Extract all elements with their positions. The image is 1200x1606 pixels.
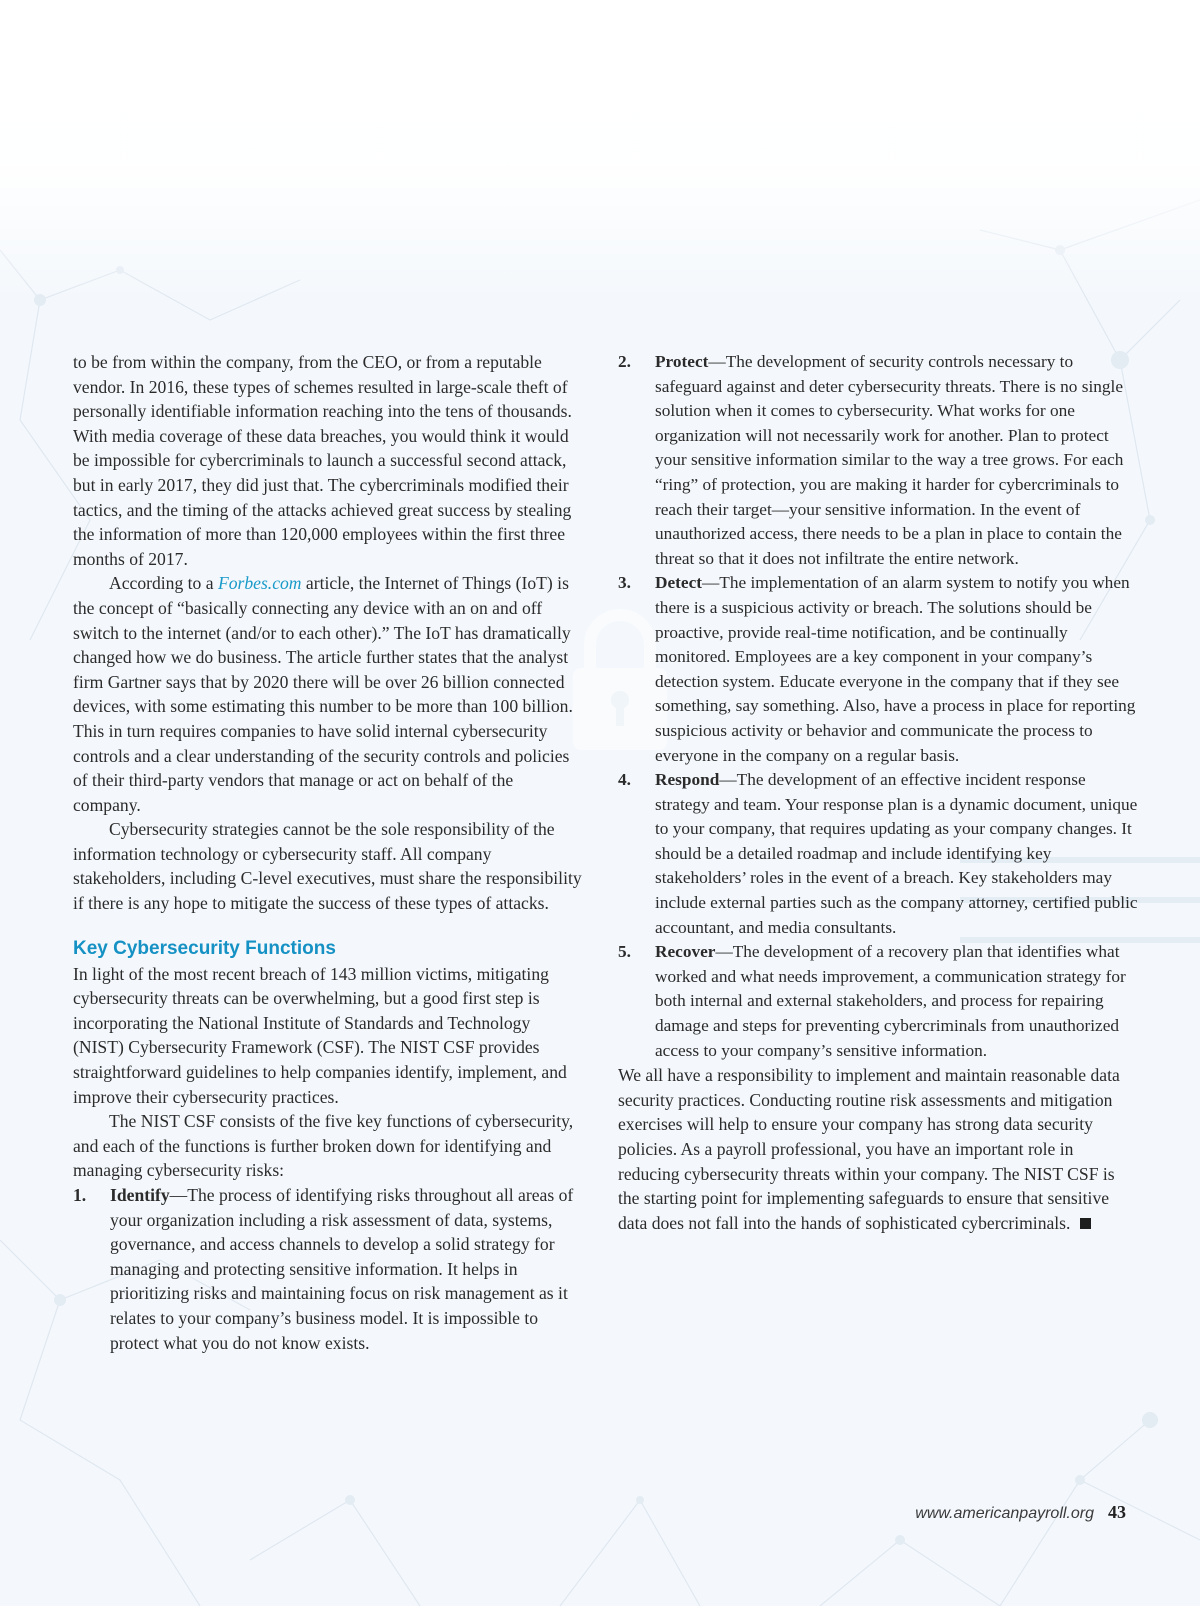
function-description: —The process of identifying risks throughout all areas of your organization including a risk assessment of data, systems, governance, and access channels to develop a solid strategy for managing and protecting sensitive information. It helps in prioritizing risks and maintaining focus on risk management as it relates to your company’s business model. It is impossible to protect what you do not know exists. [110,1185,574,1353]
function-description: —The development of security controls necessary to safeguard against and deter cybersecurity threats. There is no single solution when it comes to cybersecurity. What works for one organization will not necessarily work for another. Plan to protect your sensitive information similar to the way a tree grows. For each “ring” of protection, you are making it harder for cybercriminals to reach their target—your sensitive information. In the event of unauthorized access, there needs to be a plan in place to contain the threat so that it does not infiltrate the entire network. [655,352,1124,568]
intro-paragraph: to be from within the company, from the CEO, or from a reputable vendor. In 2016, these types of schemes resulted in large-scale theft of personally identifiable information reaching into the tens of thousands. With media coverage of these data breaches, you would think it would be impossible for cybercriminals to launch a successful second attack, but in early 2017, they did just that. The cybercriminals modified their tactics, and the timing of the attacks achieved great success by stealing the information of more than 120,000 employees within the first three months of 2017. [73,352,572,569]
function-description: —The development of an effective incident response strategy and team. Your response plan is a dynamic document, unique to your company, that requires updating as your company changes. It should be a detailed roadmap and include identifying key stakeholders’ roles in the event of a breach. Key stakeholders may include external parties such as the company attorney, certified public accountant, and media consultants. [655,770,1138,937]
page-number: 43 [1108,1502,1126,1522]
function-number: 4. [618,770,631,790]
iot-text-before-link: According to a [109,573,218,594]
function-number: 3. [618,573,631,593]
strategy-paragraph: Cybersecurity strategies cannot be the sole responsibility of the information technology or cybersecurity staff. All company stakeholders, including C-level executives, must share the responsibility if there is any hope to mitigate the success of these types of attacks. [73,819,582,914]
function-term: Identify [110,1185,170,1205]
background-fade [0,0,1200,300]
function-number: 5. [618,942,631,962]
section-heading: Key Cybersecurity Functions [73,937,336,959]
end-of-article-square-icon [1080,1218,1091,1229]
function-term: Detect [655,573,703,593]
function-item-identify [73,1183,583,1355]
forbes-link[interactable]: Forbes.com [217,573,302,594]
function-number: 1. [73,1185,87,1205]
function-item-respond [618,768,1138,940]
function-number: 2. [618,352,631,371]
footer-url[interactable]: www.americanpayroll.org [915,1505,1094,1522]
iot-paragraph [73,571,583,817]
right-column [618,350,1138,1235]
closing-paragraph [618,1063,1138,1235]
page-footer [915,1502,1126,1523]
function-term: Respond [655,770,720,790]
function-description: —The development of a recovery plan that identifies what worked and what needs improvement, a communication strategy for both internal and external stakeholders, and process for repairing damage and steps for preventing cybercriminals from unauthorized access to your company’s sensitive information. [655,942,1126,1060]
iot-text-after-link: article, the Internet of Things (IoT) is the concept of “basically connecting any device with an on and off switch to the internet (and/or to each other).” The IoT has dramatically changed how we do business. The article further states that the analyst firm Gartner says that by 2020 there will be over 26 billion connected devices, with some estimating this number to be more than 100 billion. This in turn requires companies to have solid internal cybersecurity controls and a clear understanding of the security controls and policies of their third-party vendors that manage or act on behalf of the company. [73,573,573,815]
function-term: Protect [655,352,709,371]
function-item-protect [618,350,1138,571]
left-column [73,350,583,1355]
breach-paragraph: In light of the most recent breach of 143 million victims, mitigating cybersecurity threats can be overwhelming, but a good first step is incorporating the National Institute of Standards and Technology (NIST) Cybersecurity Framework (CSF). The NIST CSF provides straightforward guidelines to help companies identify, implement, and improve their cybersecurity practices. [73,963,567,1107]
function-item-detect [618,571,1138,768]
function-item-recover [618,940,1138,1063]
function-description: —The implementation of an alarm system to notify you when there is a suspicious activity or breach. The solutions should be proactive, provide real-time notification, and be continually monitored. Employees are a key component in your company’s detection system. Educate everyone in the company that if they see something, say something. Also, have a process in place for reporting suspicious activity or behavior and communicate the process to everyone in the company on a regular basis. [655,573,1136,765]
nist-paragraph: The NIST CSF consists of the five key functions of cybersecurity, and each of the functions is further broken down for identifying and managing cybersecurity risks: [73,1111,574,1181]
closing-text: We all have a responsibility to implement and maintain reasonable data security practices. Conducting routine risk assessments and mitigation exercises will help to ensure your company has strong data security policies. As a payroll professional, you have an important role in reducing cybersecurity threats within your company. The NIST CSF is the starting point for implementing safeguards to ensure that sensitive data does not fall into the hands of sophisticated cybercriminals. [618,1065,1120,1233]
function-term: Recover [655,942,716,962]
